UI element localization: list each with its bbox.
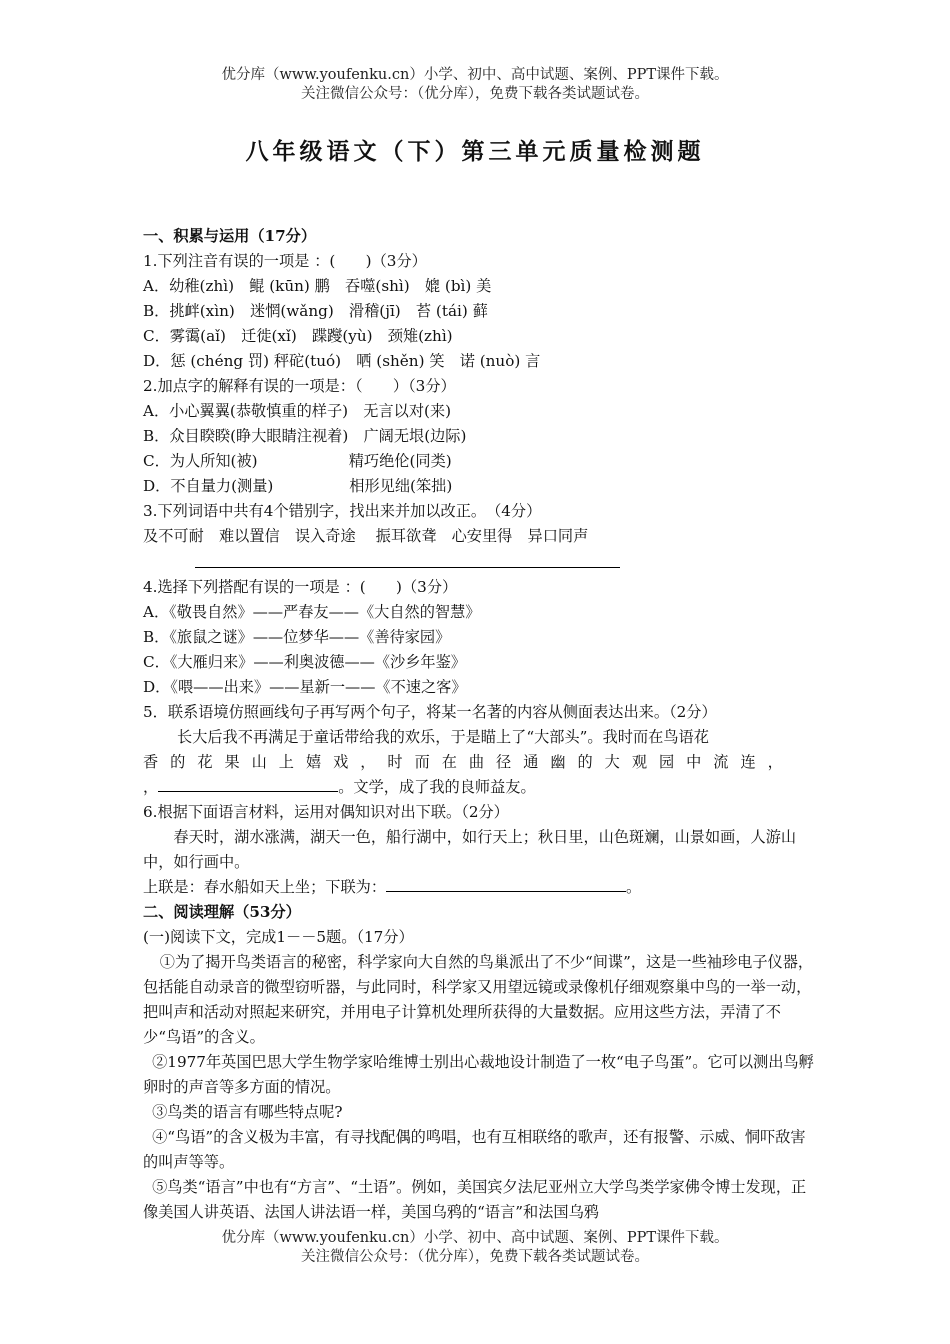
q3-answer-line bbox=[195, 549, 620, 568]
q5-line2-char: 观 bbox=[631, 753, 647, 771]
q5-line2-char: 在 bbox=[441, 753, 457, 771]
section-1-heading: 一、积累与运用（17分） bbox=[143, 227, 317, 245]
q2-option-b: B．众目睽睽(睁大眼睛注视着) 广阔无垠(边际) bbox=[143, 427, 467, 445]
exam-content bbox=[143, 224, 815, 1225]
q6-stem: 6.根据下面语言材料，运用对偶知识对出下联。（2分） bbox=[143, 803, 509, 821]
q4-option-b: B．《旅鼠之谜》——位梦华——《善待家园》 bbox=[143, 628, 451, 646]
q5-line2-char: 径 bbox=[496, 753, 512, 771]
q5-context-line-2 bbox=[143, 750, 783, 775]
q5-line2-char: 的 bbox=[170, 753, 186, 771]
reading-paragraph-1: ①为了揭开鸟类语言的秘密，科学家向大自然的鸟巢派出了不少“间谍”，这是一些袖珍电子仪器，包括能自动录音的微型窃听器，与此同时，科学家又用望远镜或录像机仔细观察巢中鸟的一举一动，把叫声和活动对照起来研究，并用电子计算机处理所获得的大量数据。应用这些方法，弄清了不少“鸟语”的含义。 bbox=[143, 953, 814, 1046]
q5-line2-char: 幽 bbox=[550, 753, 566, 771]
q5-line2-char: 流 bbox=[713, 753, 729, 771]
q2-option-a: A．小心翼翼(恭敬慎重的样子) 无言以对(来) bbox=[143, 402, 452, 420]
q6-material: 春天时，湖水涨满，湖天一色，船行湖中，如行天上；秋日里，山色斑斓，山景如画，人游山中，如行画中。 bbox=[143, 828, 797, 871]
q3-words: 及不可耐 难以置信 误入奇途 振耳欲聋 心安里得 异口同声 bbox=[143, 527, 589, 545]
q2-option-d: D．不自量力(测量) 相形见绌(笨拙) bbox=[143, 477, 453, 495]
page-header bbox=[0, 66, 950, 104]
q5-line2-char: 果 bbox=[224, 753, 240, 771]
q5-line2-char: 时 bbox=[387, 753, 403, 771]
q5-line2-char: 中 bbox=[686, 753, 702, 771]
header-line-1: 优分库（www.youfenku.cn）小学、初中、高中试题、案例、PPT课件下载。 bbox=[221, 67, 729, 83]
q5-line2-char: 嬉 bbox=[305, 753, 322, 771]
page-footer bbox=[0, 1229, 950, 1267]
q5-line2-char: 花 bbox=[197, 753, 213, 771]
q3-stem: 3.下列词语中共有4个错别字，找出来并加以改正。 （4分） bbox=[143, 502, 542, 520]
q5-stem: 5．联系语境仿照画线句子再写两个句子，将某一名著的内容从侧面表达出来。（2分） bbox=[143, 703, 717, 721]
q4-stem: 4.选择下列搭配有误的一项是 ：( )（3分） bbox=[143, 578, 458, 596]
q5-line2-char: 戏 bbox=[333, 753, 349, 771]
q5-line2-char: 通 bbox=[523, 753, 539, 771]
q4-option-d: D．《喂——出来》——星新一——《不速之客》 bbox=[143, 678, 467, 696]
q1-stem: 1.下列注音有误的一项是 ：( )（3分） bbox=[143, 252, 427, 270]
q5-line2-char: 而 bbox=[414, 753, 430, 771]
q2-stem: 2.加点字的解释有误的一项是：（ ）（3分） bbox=[143, 377, 456, 395]
reading-paragraph-2: ②1977年英国巴思大学生物学家哈维博士别出心裁地设计制造了一枚“电子鸟蛋”。它可以测出鸟孵卵时的声音等多方面的情况。 bbox=[143, 1053, 814, 1096]
q5-line2-char: 连 bbox=[740, 753, 756, 771]
q1-option-b: B．挑衅(xìn) 迷惘(wǎng) 滑稽(jī) 苔 (tái) 藓 bbox=[143, 302, 488, 320]
q6-answer-prefix: 上联是：春水船如天上坐；下联为： bbox=[143, 878, 386, 896]
q5-line2-char: 大 bbox=[604, 753, 620, 771]
q5-line2-char: 上 bbox=[278, 753, 294, 771]
reading-paragraph-4: ④“鸟语”的含义极为丰富，有寻找配偶的鸣唱，也有互相联络的歌声，还有报警、示威、恫吓敌害的叫声等等。 bbox=[143, 1128, 806, 1171]
reading-1-stem: (一)阅读下文，完成1－－5题。（17分） bbox=[143, 928, 414, 946]
q1-option-d: D．惩 (chéng 罚) 秤砣(tuó) 哂 (shěn) 笑 诺 (nuò) 言 bbox=[143, 352, 541, 370]
page-title: 八年级语文（下）第三单元质量检测题 bbox=[245, 138, 705, 165]
q4-option-a: A．《敬畏自然》——严春友——《大自然的智慧》 bbox=[143, 603, 481, 621]
footer-line-2: 关注微信公众号：（优分库），免费下载各类试题试卷。 bbox=[301, 1249, 649, 1265]
header-line-2: 关注微信公众号：（优分库），免费下载各类试题试卷。 bbox=[301, 86, 649, 102]
q5-line2-char: ， bbox=[360, 753, 376, 771]
q5-line2-char: 园 bbox=[658, 753, 675, 771]
q5-answer-blank[interactable] bbox=[158, 775, 338, 792]
q5-context-line-3 bbox=[143, 775, 815, 800]
q5-line2-char: 香 bbox=[143, 753, 159, 771]
q5-context-line-1: 长大后我不再满足于童话带给我的欢乐，于是瞄上了“大部头”。我时而在鸟语花 bbox=[177, 728, 709, 746]
q6-answer-line bbox=[143, 875, 815, 900]
q5-line2-char: 的 bbox=[577, 753, 593, 771]
q6-answer-suffix: 。 bbox=[626, 878, 642, 896]
reading-paragraph-3: ③鸟类的语言有哪些特点呢? bbox=[152, 1103, 343, 1121]
q5-line3-suffix: 。文学，成了我的良师益友。 bbox=[338, 778, 536, 796]
q5-line2-char: 山 bbox=[251, 753, 267, 771]
footer-line-1: 优分库（www.youfenku.cn）小学、初中、高中试题、案例、PPT课件下载。 bbox=[221, 1230, 729, 1246]
q4-option-c: C．《大雁归来》——利奥波德——《沙乡年鉴》 bbox=[143, 653, 466, 671]
q1-option-c: C．雾霭(aǐ) 迁徙(xǐ) 蹀躞(yù) 颈雉(zhì) bbox=[143, 327, 453, 345]
q5-line2-char: 曲 bbox=[468, 753, 485, 771]
q5-line3-prefix: ， bbox=[143, 778, 159, 796]
reading-paragraph-5: ⑤鸟类“语言”中也有“方言”、“土语”。例如，美国宾夕法尼亚州立大学鸟类学家佛令博士发现，正像美国人讲英语、法国人讲法语一样，美国乌鸦的“语言”和法国乌鸦 bbox=[143, 1178, 807, 1221]
section-2-heading: 二、阅读理解（53分） bbox=[143, 903, 301, 921]
q1-option-a: A．幼稚(zhì) 鲲 (kūn) 鹏 吞噬(shì) 媲 (bì) 美 bbox=[143, 277, 492, 295]
q6-answer-blank[interactable] bbox=[386, 875, 626, 892]
q5-line2-char: ， bbox=[767, 753, 783, 771]
q2-option-c: C．为人所知(被) 精巧绝伦(同类) bbox=[143, 452, 452, 470]
